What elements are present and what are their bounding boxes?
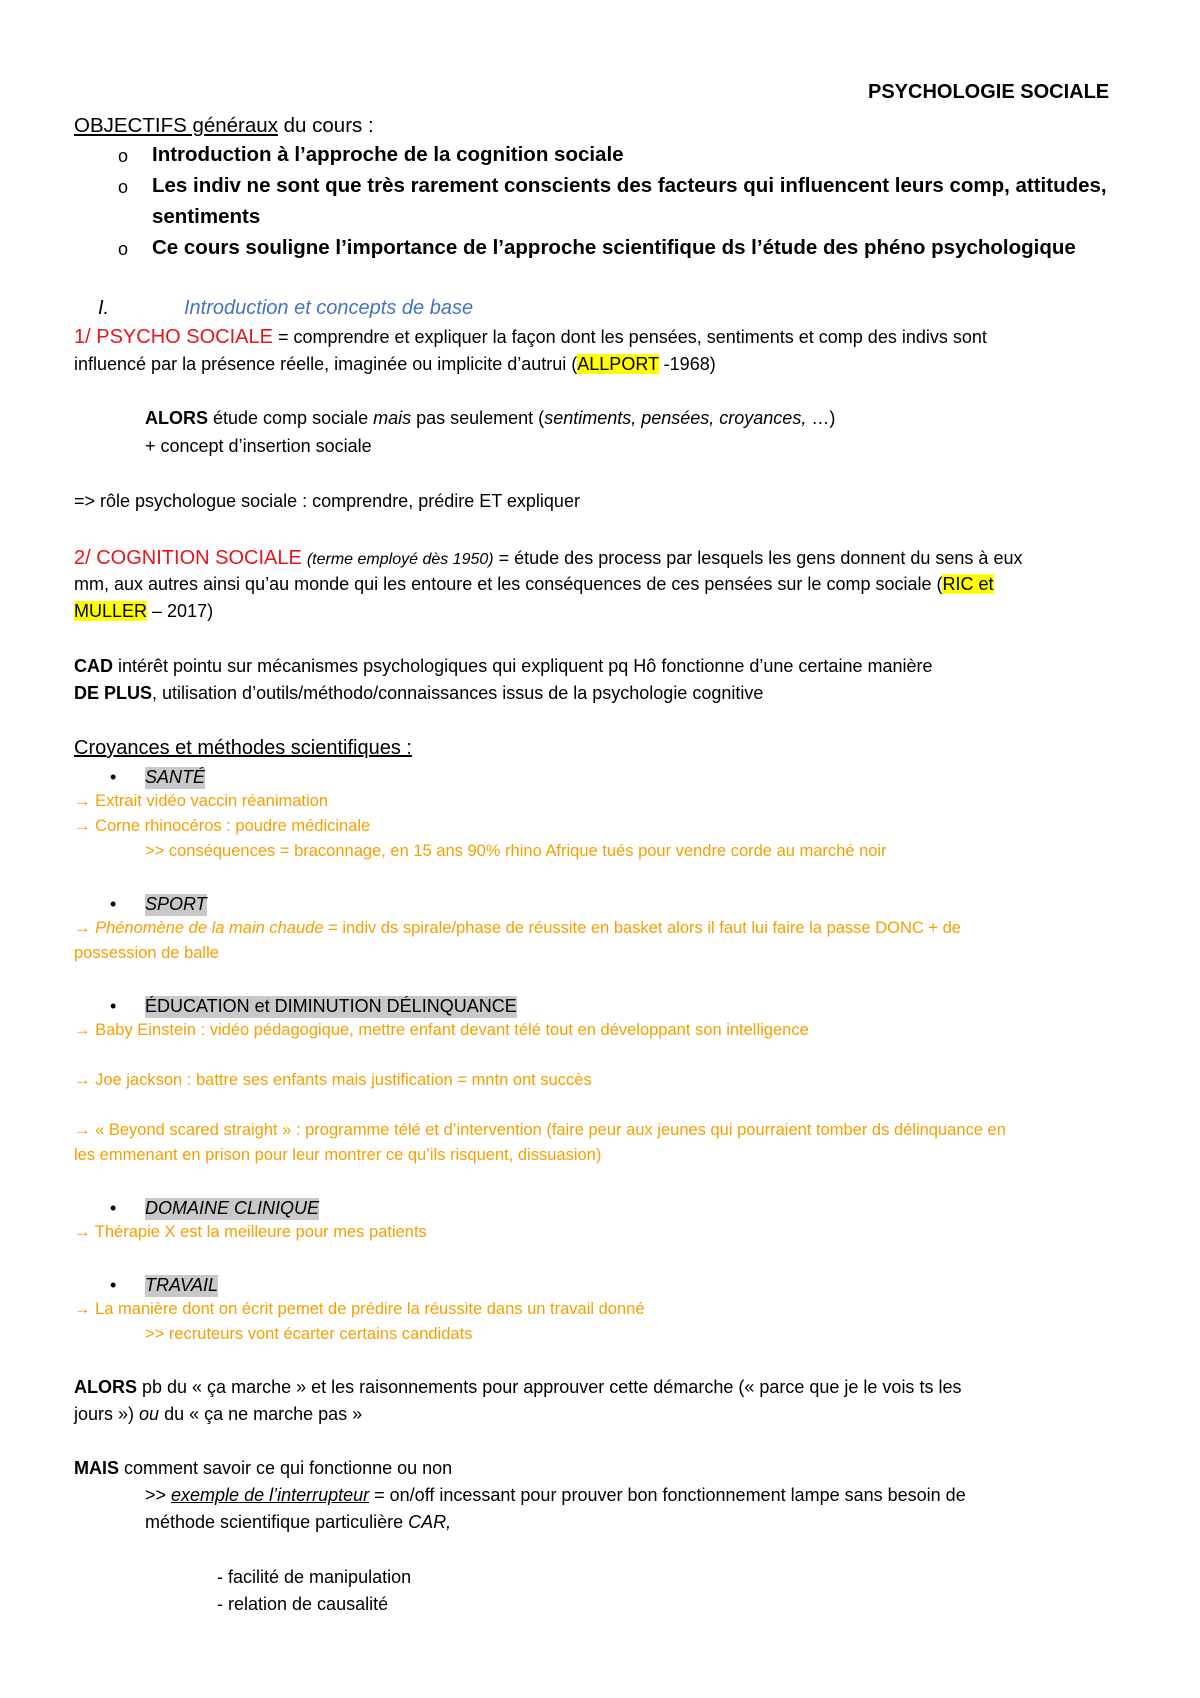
objectif-item-2-cont: sentiments — [152, 205, 261, 228]
objectif-item-1: Introduction à l’approche de la cognition sociale — [152, 143, 624, 166]
exemple-line-2: méthode scientifique particulière CAR, — [145, 1512, 452, 1532]
sport-item-1: → Phénomène de la main chaude = indiv ds spirale/phase de réussite en basket alors il faut lui faire la passe DONC + de — [74, 919, 961, 937]
objectif-item-2: Les indiv ne sont que très rarement conscients des facteurs qui influencent leurs comp, attitudes, — [152, 174, 1107, 197]
section-number: I. — [98, 297, 110, 319]
education-item-2: → Joe jackson : battre ses enfants mais justification = mntn ont succès — [74, 1071, 592, 1089]
alors-line: ALORS étude comp sociale mais pas seulement (sentiments, pensées, croyances, …) — [145, 408, 836, 428]
page-title: PSYCHOLOGIE SOCIALE — [868, 81, 1110, 103]
dot-bullet-icon: • — [110, 1198, 117, 1218]
circle-bullet-icon: o — [118, 177, 129, 197]
arrow-right-icon: → — [74, 1223, 91, 1241]
section-heading: Introduction et concepts de base — [184, 297, 474, 319]
psycho-sociale-line-2: influencé par la présence réelle, imaginée ou implicite d’autrui (ALLPORT -1968) — [74, 354, 716, 374]
arrow-right-icon: → — [74, 1071, 91, 1089]
cad-line: CAD intérêt pointu sur mécanismes psychologiques qui expliquent pq Hô fonctionne d’une certaine manière — [74, 656, 933, 676]
objectifs-heading: OBJECTIFS généraux du cours : — [74, 114, 374, 137]
objectif-item-3: Ce cours souligne l’importance de l’approche scientifique ds l’étude des phéno psychologique — [152, 236, 1076, 259]
cognition-line-3: MULLER – 2017) — [74, 601, 214, 621]
alors-pb-line-1: ALORS pb du « ça marche » et les raisonnements pour approuver cette démarche (« parce que je le vois ts les — [74, 1377, 962, 1397]
sport-item-2: possession de balle — [74, 944, 219, 962]
education-item-3-cont: les emmenant en prison pour leur montrer ce qu’ils risquent, dissuasion) — [74, 1146, 602, 1164]
alors-pb-line-2: jours ») ou du « ça ne marche pas » — [74, 1404, 363, 1424]
arrow-right-icon: → — [74, 1021, 91, 1039]
category-sante: SANTÉ — [145, 767, 206, 787]
arrow-right-icon: → — [74, 1121, 91, 1139]
dash-item-2: - relation de causalité — [217, 1594, 389, 1614]
dot-bullet-icon: • — [110, 894, 117, 914]
clinique-item-1: → Thérapie X est la meilleure pour mes patients — [74, 1223, 427, 1241]
dash-item-1: - facilité de manipulation — [217, 1567, 412, 1587]
arrow-right-icon: → — [74, 1300, 91, 1318]
sante-item-2: → Corne rhinocéros : poudre médicinale — [74, 817, 371, 835]
exemple-line-1: >> exemple de l’interrupteur = on/off incessant pour prouver bon fonctionnement lampe sans besoin de — [145, 1485, 966, 1505]
arrow-right-icon: → — [74, 919, 91, 937]
role-line: => rôle psychologue sociale : comprendre, prédire ET expliquer — [74, 491, 580, 511]
category-travail: TRAVAIL — [145, 1275, 219, 1295]
sante-item-3: >> conséquences = braconnage, en 15 ans 90% rhino Afrique tués pour vendre corde au marché noir — [145, 842, 887, 860]
arrow-right-icon: → — [74, 792, 91, 810]
cognition-line-2: mm, aux autres ainsi qu’au monde qui les entoure et les conséquences de ces pensées sur le comp sociale (RIC et — [74, 574, 994, 594]
de-plus-line: DE PLUS, utilisation d’outils/méthodo/connaissances issus de la psychologie cognitive — [74, 683, 764, 703]
travail-item-1: → La manière dont on écrit pemet de prédire la réussite dans un travail donné — [74, 1300, 645, 1318]
dot-bullet-icon: • — [110, 767, 117, 787]
category-education: ÉDUCATION et DIMINUTION DÉLINQUANCE — [145, 996, 517, 1016]
croyances-heading: Croyances et méthodes scientifiques : — [74, 737, 412, 759]
category-sport: SPORT — [145, 894, 207, 914]
cognition-line-1: 2/ COGNITION SOCIALE (terme employé dès 1950) = étude des process par lesquels les gens donnent du sens à eux — [74, 547, 1023, 569]
arrow-right-icon: → — [74, 817, 91, 835]
circle-bullet-icon: o — [118, 146, 129, 166]
dot-bullet-icon: • — [110, 1275, 117, 1295]
circle-bullet-icon: o — [118, 239, 129, 259]
education-item-1: → Baby Einstein : vidéo pédagogique, mettre enfant devant télé tout en développant son intelligence — [74, 1021, 809, 1039]
travail-item-2: >> recruteurs vont écarter certains candidats — [145, 1325, 473, 1343]
mais-line: MAIS comment savoir ce qui fonctionne ou non — [74, 1458, 453, 1478]
dot-bullet-icon: • — [110, 996, 117, 1016]
education-item-3: → « Beyond scared straight » : programme télé et d’intervention (faire peur aux jeunes qui pourraient tomber ds délinquance en — [74, 1121, 1006, 1139]
concept-line: + concept d’insertion sociale — [145, 436, 372, 456]
category-clinique: DOMAINE CLINIQUE — [145, 1198, 320, 1218]
psycho-sociale-line-1: 1/ PSYCHO SOCIALE = comprendre et expliquer la façon dont les pensées, sentiments et comp des indivs sont — [74, 326, 987, 348]
sante-item-1: → Extrait vidéo vaccin réanimation — [74, 792, 329, 810]
